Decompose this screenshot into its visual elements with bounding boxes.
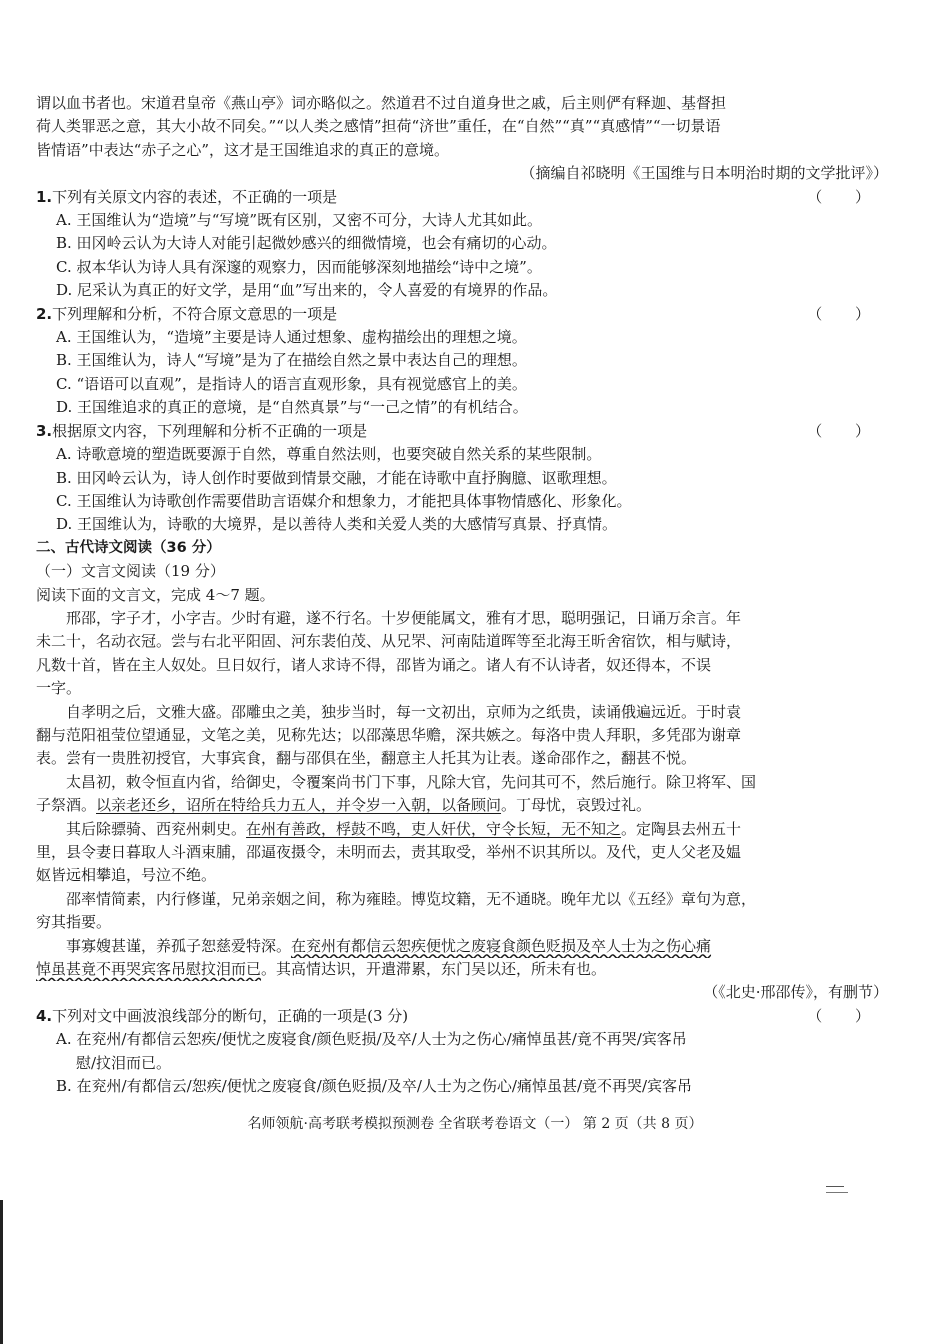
classical-line: 凡数十首，皆在主人奴处。旦日奴行，诸人求诗不得，邵皆为诵之。诸人有不认诗者，奴还得本，不误 (36, 655, 712, 674)
text-segment: 其后除骠骑、西兖州刺史。 (66, 819, 247, 838)
classical-line (36, 935, 888, 958)
scan-dash-mark (826, 1192, 848, 1193)
classical-line: 里，县令妻日暮取人斗酒束脯，邵逼夜摄令，未明而去，责其取受，举州不识其所以。及代，吏人父老及媪 (36, 843, 742, 861)
answer-blank[interactable]: （ ） (807, 304, 884, 323)
scan-dash-mark (826, 1186, 844, 1187)
question-3 (36, 420, 888, 443)
exam-page (36, 92, 888, 1098)
option-d: D. 王国维追求的真正的意境，是“自然真景”与“一己之情”的有机结合。 (56, 398, 528, 417)
section-title: 二、古代诗文阅读（36 分） (36, 539, 221, 556)
passage-line: 荷人类罪恶之意，其大小故不同矣。”“以人类之感情”担荷“济世”重任，在“自然”“真”“真感情”“一切景语 (36, 117, 721, 136)
question-2 (36, 303, 888, 326)
underlined-sentence: 以亲老还乡，诏所在特给兵力五人，并令岁一入朝，以备顾问 (96, 796, 502, 815)
passage-line: 皆情语”中表达“赤子之心”，这才是王国维追求的真正的意境。 (36, 140, 450, 159)
text-segment: 。丁母忧，哀毁过礼。 (501, 796, 652, 815)
classical-line: 未二十，名动衣冠。尝与右北平阳固、河东裴伯茂、从兄罘、河南陆道晖等至北海王昕舍宿饮，相与赋诗， (36, 632, 742, 651)
option-b: B. 在兖州/有都信云/恕疾/便忧之废寝食/颜色贬损/及卒/人士为之伤心/痛悼虽甚/竟不再哭/宾客吊 (56, 1077, 693, 1096)
answer-blank[interactable]: （ ） (807, 1006, 884, 1025)
classical-line: 穷其指要。 (36, 913, 112, 932)
option-b: B. 田冈岭云认为大诗人对能引起微妙感兴的细微情境，也会有痛切的心动。 (56, 234, 557, 253)
wavy-underlined-text: 在兖州有都信云恕疾便忧之废寝食颜色贬损及卒人士为之伤心痛 (291, 936, 712, 955)
page-footer: 名师领航·高考联考模拟预测卷 全省联考卷语文（一） 第 2 页（共 8 页） (247, 1116, 703, 1132)
instruction: 阅读下面的文言文，完成 4～7 题。 (36, 585, 275, 604)
question-number: 4. (36, 1006, 53, 1025)
underlined-sentence: 在州有善政，桴鼓不鸣，吏人奸伏，守令长短，无不知之 (246, 819, 622, 838)
subsection-title: （一）文言文阅读（19 分） (36, 562, 225, 581)
option-a-cont: 慰/抆泪而已。 (76, 1053, 172, 1072)
option-a: A. 王国维认为“造境”与“写境”既有区别，又密不可分，大诗人尤其如此。 (56, 211, 543, 230)
text-segment: 。定陶县去州五十 (621, 819, 742, 838)
classical-line: 妪皆远相攀追，号泣不绝。 (36, 866, 217, 885)
classical-line (36, 794, 888, 817)
classical-line: 邵率情简素，内行修谨，兄弟亲姻之间，称为雍睦。博览坟籍，无不通晓。晚年尤以《五经》章句为意， (66, 889, 757, 908)
option-a: A. 王国维认为，“造境”主要是诗人通过想象、虚构描绘出的理想之境。 (56, 328, 527, 347)
passage-line: 谓以血书者也。宋道君皇帝《燕山亭》词亦略似之。然道君不过自道身世之戚，后主则俨有释迦、基督担 (36, 94, 727, 112)
question-number: 1. (36, 187, 53, 206)
question-stem: 下列对文中画波浪线部分的断句，正确的一项是(3 分) (52, 1006, 409, 1025)
scan-edge-mark (0, 1200, 3, 1344)
option-b: B. 王国维认为，诗人“写境”是为了在描绘自然之景中表达自己的理想。 (56, 351, 527, 370)
classical-line (36, 818, 888, 841)
wavy-underlined-text: 悼虽甚竟不再哭宾客吊慰抆泪而已 (36, 960, 262, 979)
option-c: C. “语语可以直观”，是指诗人的语言直观形象，具有视觉感官上的美。 (56, 374, 527, 393)
classical-source: （《北史·邢邵传》，有删节） (703, 983, 888, 1002)
question-stem: 下列理解和分析，不符合原文意思的一项是 (52, 304, 338, 323)
classical-line: 太昌初，敕令恒直内省，给御史，令覆案尚书门下事，凡除大官，先问其可不，然后施行。除卫将军、国 (66, 772, 757, 791)
option-d: D. 尼采认为真正的好文学，是用“血”写出来的，令人喜爱的有境界的作品。 (56, 281, 558, 300)
answer-blank[interactable]: （ ） (807, 421, 884, 440)
option-c: C. 王国维认为诗歌创作需要借助言语媒介和想象力，才能把具体事物情感化、形象化。 (56, 491, 632, 510)
classical-line: 邢邵，字子才，小字吉。少时有避，遂不行名。十岁便能属文，雅有才思，聪明强记，日诵万余言。年 (66, 608, 742, 627)
option-a: A. 诗歌意境的塑造既要源于自然，尊重自然法则，也要突破自然关系的某些限制。 (56, 445, 602, 464)
classical-line: 自孝明之后，文雅大盛。邵雕虫之美，独步当时，每一文初出，京师为之纸贵，读诵俄遍远近。于时袁 (66, 702, 742, 721)
question-number: 3. (36, 421, 53, 440)
text-segment: 事寡嫂甚谨，养孤子恕慈爱特深。 (66, 936, 292, 955)
option-a: A. 在兖州/有都信云恕疾/便忧之废寝食/颜色贬损/及卒/人士为之伤心/痛悼虽甚/竟不再哭/宾客吊 (56, 1030, 687, 1049)
answer-blank[interactable]: （ ） (807, 187, 884, 206)
classical-line: 表。尝有一贵胜初授官，大事宾食，翻与邵俱在坐，翻意主人托其为让表。遂命邵作之，翻甚不悦。 (36, 749, 697, 768)
option-d: D. 王国维认为，诗歌的大境界，是以善待人类和关爱人类的大感情写真景、抒真情。 (56, 515, 618, 534)
classical-line: 一字。 (36, 679, 82, 698)
passage-source: （摘编自祁晓明《王国维与日本明治时期的文学批评》） (520, 164, 888, 183)
question-stem: 下列有关原文内容的表述，不正确的一项是 (52, 187, 338, 206)
question-number: 2. (36, 304, 53, 323)
classical-line: 翻与范阳祖莹位望通显，文笔之美，见称先达；以邵藻思华赡，深共嫉之。每洛中贵人拜职，多凭邵为谢章 (36, 725, 742, 744)
question-stem: 根据原文内容，下列理解和分析不正确的一项是 (52, 421, 368, 440)
question-4 (36, 1005, 888, 1028)
text-segment: 。其高情达识，开遣滞累，东门吴以还，所未有也。 (261, 960, 607, 979)
option-b: B. 田冈岭云认为，诗人创作时要做到情景交融，才能在诗歌中直抒胸臆、讴歌理想。 (56, 468, 617, 487)
question-1 (36, 186, 888, 209)
text-segment: 子祭酒。 (36, 796, 97, 815)
classical-line (36, 958, 888, 981)
option-c: C. 叔本华认为诗人具有深邃的观察力，因而能够深刻地描绘“诗中之境”。 (56, 257, 542, 276)
